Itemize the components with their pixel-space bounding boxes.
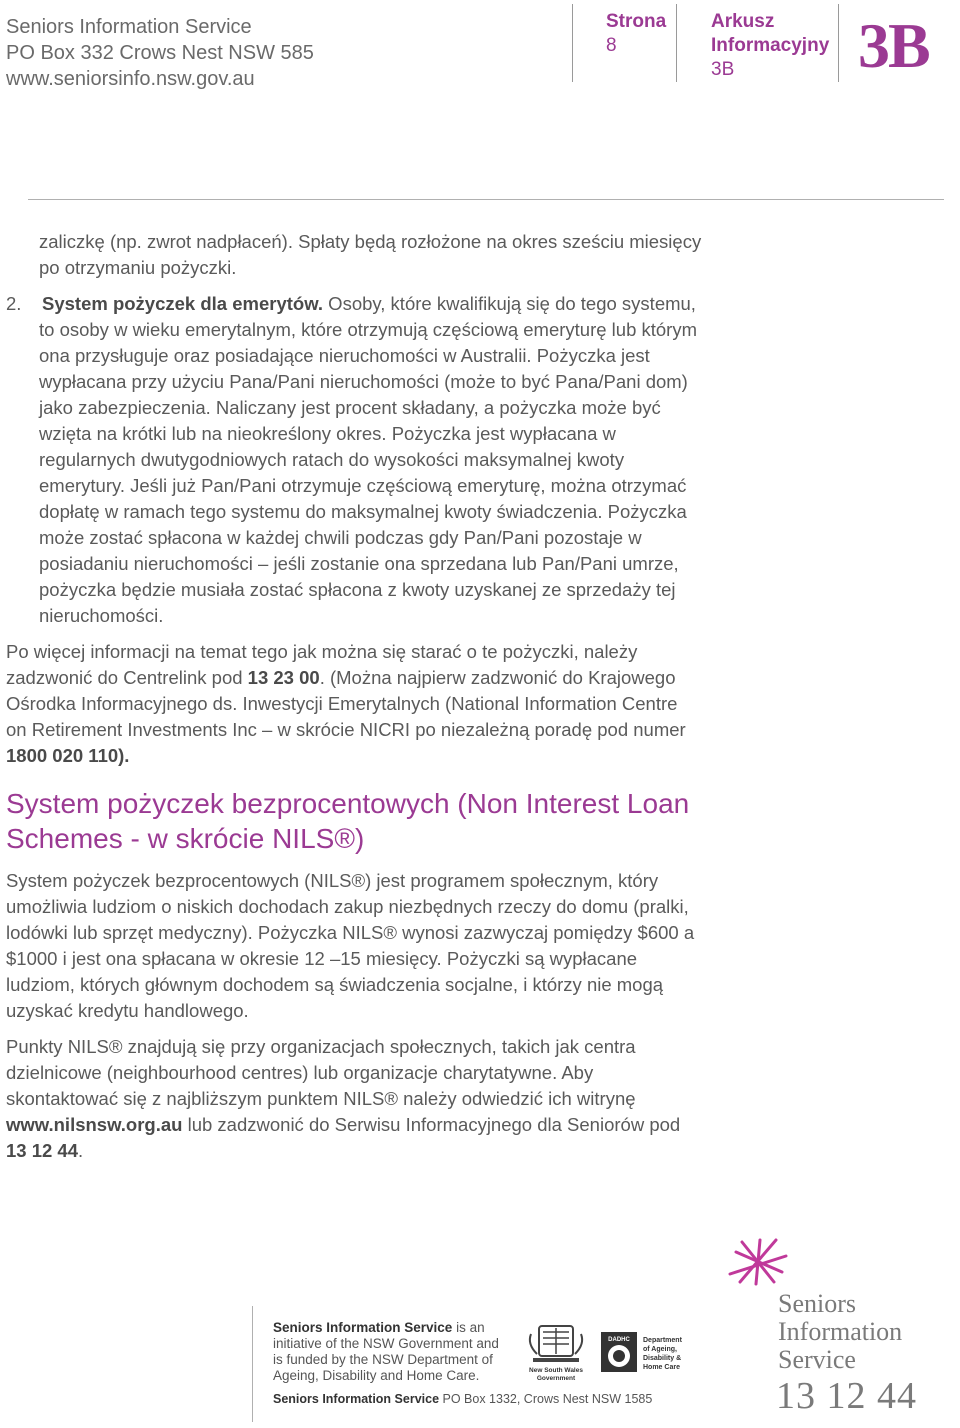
list-item-first-line	[6, 291, 696, 317]
sheet-value: 3B	[711, 59, 735, 80]
text-line: umożliwia ludziom o niskich dochodach zakup niezbędnych rzeczy do domu (pralki,	[6, 896, 689, 917]
nicri-phone: 1800 020 110).	[6, 745, 130, 766]
sheet-label: Arkusz	[711, 11, 775, 32]
footer-org-name: Seniors Information Service	[273, 1320, 453, 1335]
section-heading	[6, 786, 689, 856]
more-info-paragraph	[6, 639, 686, 769]
logo-word: Seniors	[778, 1289, 856, 1318]
centrelink-phone: 13 23 00	[247, 667, 320, 688]
text-line: wypłacana przy użyciu Pana/Pani nieruchomości (może to być Pana/Pani dom)	[39, 371, 688, 392]
nsw-logo-text: Government	[536, 1375, 576, 1382]
list-item-title: System pożyczek dla emerytów.	[42, 293, 324, 314]
text-span: PO Box 1332, Crows Nest NSW 1585	[439, 1392, 653, 1406]
list-number: 2.	[6, 293, 22, 314]
text-line: dzielnicowe (neighbourhood centres) lub organizacje charytatywne. Aby	[6, 1062, 594, 1083]
dadhc-text: of Ageing,	[643, 1346, 677, 1353]
text-line	[273, 1320, 499, 1336]
text-span: . (Można najpierw zadzwonić do Krajowego	[319, 667, 676, 688]
header-organization	[6, 14, 366, 92]
text-line: Po więcej informacji na temat tego jak można się starać o te pożyczki, należy	[6, 641, 638, 662]
text-line: Punkty NILS® znajdują się przy organizacjach społecznych, takich jak centra	[6, 1036, 636, 1057]
text-line: $1000 i jest ona spłacana w okresie 12 –15 miesięcy. Pożyczki są wypłacane	[6, 948, 638, 969]
text-line: initiative of the NSW Government and	[273, 1336, 499, 1351]
text-line: ona przysługuje oraz posiadające nieruchomości w Australii. Pożyczka jest	[39, 345, 650, 366]
nils-paragraph-2	[6, 1034, 680, 1164]
text-line: is funded by the NSW Department of	[273, 1352, 493, 1367]
text-line	[6, 665, 686, 691]
text-span: lub zadzwonić do Serwisu Informacyjnego dla Seniorów pod	[182, 1114, 681, 1135]
text-line: posiadaniu nieruchomości – jeśli zostanie ona sprzedana lub Pan/Pani umrze,	[39, 553, 679, 574]
header-divider	[838, 4, 839, 82]
text-span: is an	[452, 1320, 485, 1335]
header-rule	[28, 199, 944, 200]
header-divider	[572, 4, 573, 82]
header-org-address: PO Box 332 Crows Nest NSW 585	[6, 42, 314, 64]
sheet-label-2: Informacyjny	[711, 35, 830, 56]
text-line: wzięta na krótki lub na nieokreślony okres. Pożyczka jest wypłacana w	[39, 423, 616, 444]
text-line: Ośrodka Informacyjnego ds. Inwestycji Emerytalnych (National Information Centre	[6, 693, 678, 714]
text-line: lodówki lub sprzęt medyczny). Pożyczka NILS® wynosi zazwyczaj pomiędzy $600 a	[6, 922, 695, 943]
text-line: jako zabezpieczenia. Naliczany jest procent składany, a pożyczka może być	[39, 397, 661, 418]
nsw-government-crest-icon	[525, 1320, 587, 1386]
list-item-2	[6, 291, 696, 317]
footer-address	[273, 1392, 652, 1406]
dadhc-text: Department	[643, 1337, 682, 1344]
heading-line: System pożyczek bezprocentowych (Non Interest Loan	[6, 788, 690, 819]
logo-word: Service	[778, 1345, 856, 1374]
nils-paragraph-1	[6, 868, 694, 1024]
header-divider	[676, 4, 677, 82]
logo-word: Information	[778, 1317, 903, 1346]
nsw-logo-text: New South Wales	[529, 1367, 583, 1374]
text-span: zadzwonić do Centrelink pod	[6, 667, 248, 688]
footer-panel	[252, 1306, 684, 1422]
list-item-2-body	[39, 317, 697, 629]
header-page-block	[606, 10, 666, 58]
text-line: System pożyczek bezprocentowych (NILS®) jest programem społecznym, który	[6, 870, 659, 891]
text-line: nieruchomości.	[39, 605, 164, 626]
text-line: dopłatę w ramach tego systemu do maksymalnej kwoty świadczenia. Pożyczka	[39, 501, 687, 522]
nils-website-link[interactable]: www.nilsnsw.org.au	[6, 1114, 183, 1135]
text-line	[6, 1138, 680, 1164]
header-sheet-block	[711, 10, 829, 82]
sheet-badge: 3B	[858, 10, 929, 81]
text-line	[6, 1112, 680, 1138]
dadhc-label: DADHC	[608, 1337, 630, 1343]
text-line: może zostać spłacona w każdej chwili podczas gdy Pan/Pani pozostaje w	[39, 527, 642, 548]
text-line: Osoby, które kwalifikują się do tego systemu,	[323, 293, 696, 314]
dadhc-logo-icon	[601, 1326, 693, 1386]
text-line: uzyskać kredytu handlowego.	[6, 1000, 249, 1021]
heading-line: Schemes - w skrócie NILS®)	[6, 823, 365, 854]
text-line: zaliczkę (np. zwrot nadpłaceń). Spłaty będą rozłożone na okres sześciu miesięcy	[39, 231, 702, 252]
continuation-text	[39, 229, 701, 281]
text-line: on Retirement Investments Inc – w skrócie NICRI po niezależną poradę pod numer	[6, 719, 686, 740]
dadhc-text: Home Care	[643, 1364, 680, 1371]
footer-org-name: Seniors Information Service	[273, 1392, 440, 1406]
text-line: emerytury. Jeśli już Pan/Pani otrzymuje częściową emeryturę, można otrzymać	[39, 475, 687, 496]
page-label: Strona	[606, 11, 667, 32]
seniors-phone: 13 12 44	[6, 1140, 79, 1161]
text-line: po otrzymaniu pożyczki.	[39, 257, 237, 278]
dadhc-text: Disability &	[643, 1355, 682, 1362]
header-org-name: Seniors Information Service	[6, 16, 252, 38]
header-org-website[interactable]: www.seniorsinfo.nsw.gov.au	[6, 68, 255, 90]
text-span: .	[78, 1140, 84, 1161]
footer-funding-text	[273, 1320, 499, 1384]
logo-phone: 13 12 44	[776, 1375, 917, 1417]
text-line: ludziom, których głównym dochodem są świadczenia socjalne, i którzy nie mogą	[6, 974, 664, 995]
text-line: regularnych dwutygodniowych ratach do wysokości maksymalnej kwoty	[39, 449, 625, 470]
page-number: 8	[606, 35, 617, 56]
text-line: skontaktować się z najbliższym punktem NILS® należy odwiedzić ich witrynę	[6, 1088, 636, 1109]
text-line: to osoby w wieku emerytalnym, które otrzymują częściową emeryturę lub którym	[39, 319, 697, 340]
text-line: pożyczka będzie musiała zostać spłacona z kwoty uzyskanej ze sprzedaży tej	[39, 579, 676, 600]
text-line: Ageing, Disability and Home Care.	[273, 1368, 480, 1383]
